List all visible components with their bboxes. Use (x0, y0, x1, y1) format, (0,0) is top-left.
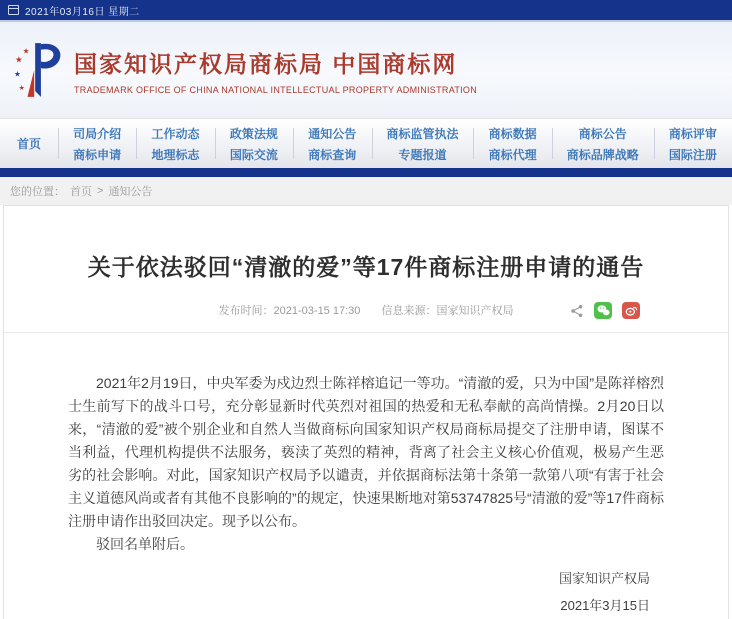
paragraph-1: 2021年2月19日，中央军委为戍边烈士陈祥榕追记一等功。“清澈的爱，只为中国”是陈祥榕烈士生前写下的战斗口号，充分彰显新时代英烈对祖国的热爱和无私奉献的高尚情操。2月20日以来，“清澈的爱”被个别企业和自然人当做商标向国家知识产权局商标局提交了注册申请，图谋不当利益，代理机构提供不法服务，亵渎了英烈的精神，背离了社会主义核心价值观，极易产生恶劣的社会影响。对此，国家知识产权局予以谴责，并依据商标法第十条第一款第八项“有害于社会主义道德风尚或者有其他不良影响的”的规定，快速果断地对第53747825号“清澈的爱”等17件商标注册申请作出驳回决定。现予以公布。 (68, 375, 664, 529)
emblem-logo (14, 41, 64, 99)
nav-col-policy-intl[interactable] (215, 119, 293, 168)
nav-item[interactable]: 司局介绍 (73, 126, 122, 141)
nav-item[interactable]: 商标数据 (488, 126, 537, 141)
breadcrumb-current[interactable]: 通知公告 (108, 186, 153, 198)
nav-item[interactable]: 工作动态 (151, 126, 200, 141)
signature-date: 2021年3月15日 (560, 598, 650, 613)
main-nav (0, 118, 732, 168)
nav-col-data-agency[interactable] (473, 119, 551, 168)
nav-col-notice-search[interactable] (293, 119, 371, 168)
share-icon[interactable] (570, 304, 584, 318)
nav-bottom-strip (0, 168, 732, 177)
nav-item[interactable]: 商标申请 (73, 147, 122, 162)
nav-item[interactable]: 国际注册 (668, 147, 717, 162)
banner-text (74, 46, 477, 95)
breadcrumb-home[interactable]: 首页 (70, 186, 92, 198)
nav-item[interactable]: 国际交流 (229, 147, 278, 162)
nav-item[interactable]: 商标查询 (308, 147, 357, 162)
nav-item[interactable]: 商标监管执法 (386, 126, 459, 141)
article-meta (4, 302, 728, 320)
signature-org: 国家知识产权局 (558, 571, 650, 586)
svg-text:★: ★ (22, 46, 30, 56)
nav-col-news-gi[interactable] (136, 119, 214, 168)
current-date: 2021年03月16日 星期二 (25, 6, 140, 18)
nav-item[interactable]: 通知公告 (308, 126, 357, 141)
info-source: 信息来源：国家知识产权局 (381, 305, 514, 317)
weibo-icon[interactable] (622, 302, 640, 319)
breadcrumb (0, 177, 732, 205)
publish-time: 发布时间：2021-03-15 17:30 (218, 305, 361, 317)
nav-col-enforcement-topics[interactable] (372, 119, 474, 168)
svg-text:★: ★ (14, 69, 21, 79)
article-panel (3, 205, 729, 619)
site-banner (0, 22, 732, 118)
nav-item[interactable]: 专题报道 (398, 147, 447, 162)
breadcrumb-label: 您的位置： (10, 186, 65, 198)
nav-item[interactable]: 地理标志 (151, 147, 200, 162)
top-date-bar (0, 0, 732, 22)
nav-item[interactable]: 商标公告 (578, 126, 627, 141)
page-title: 关于依法驳回“清澈的爱”等17件商标注册申请的通告 (87, 254, 645, 280)
nav-col-review-madrid[interactable] (654, 119, 732, 168)
nav-item[interactable]: 商标评审 (668, 126, 717, 141)
article-body (4, 333, 728, 556)
paragraph-2: 驳回名单附后。 (96, 536, 194, 552)
site-subtitle: TRADEMARK OFFICE OF CHINA NATIONAL INTELLECTUAL PROPERTY ADMINISTRATION (74, 84, 478, 95)
nav-col-introduce-apply[interactable] (58, 119, 136, 168)
wechat-icon[interactable] (594, 302, 612, 319)
site-title: 国家知识产权局商标局 中国商标网 (74, 50, 458, 77)
nav-col-gazette-brand[interactable] (552, 119, 654, 168)
article-signature (4, 565, 728, 619)
nav-item[interactable]: 政策法规 (229, 126, 278, 141)
nav-home[interactable]: 首页 (16, 137, 41, 151)
svg-text:★: ★ (18, 85, 25, 93)
nav-item[interactable]: 商标代理 (488, 147, 537, 162)
calendar-icon (8, 5, 19, 15)
nav-item[interactable]: 商标品牌战略 (566, 147, 639, 162)
share-bar (570, 302, 640, 319)
breadcrumb-separator: > (97, 185, 104, 197)
svg-text:★: ★ (14, 54, 23, 65)
